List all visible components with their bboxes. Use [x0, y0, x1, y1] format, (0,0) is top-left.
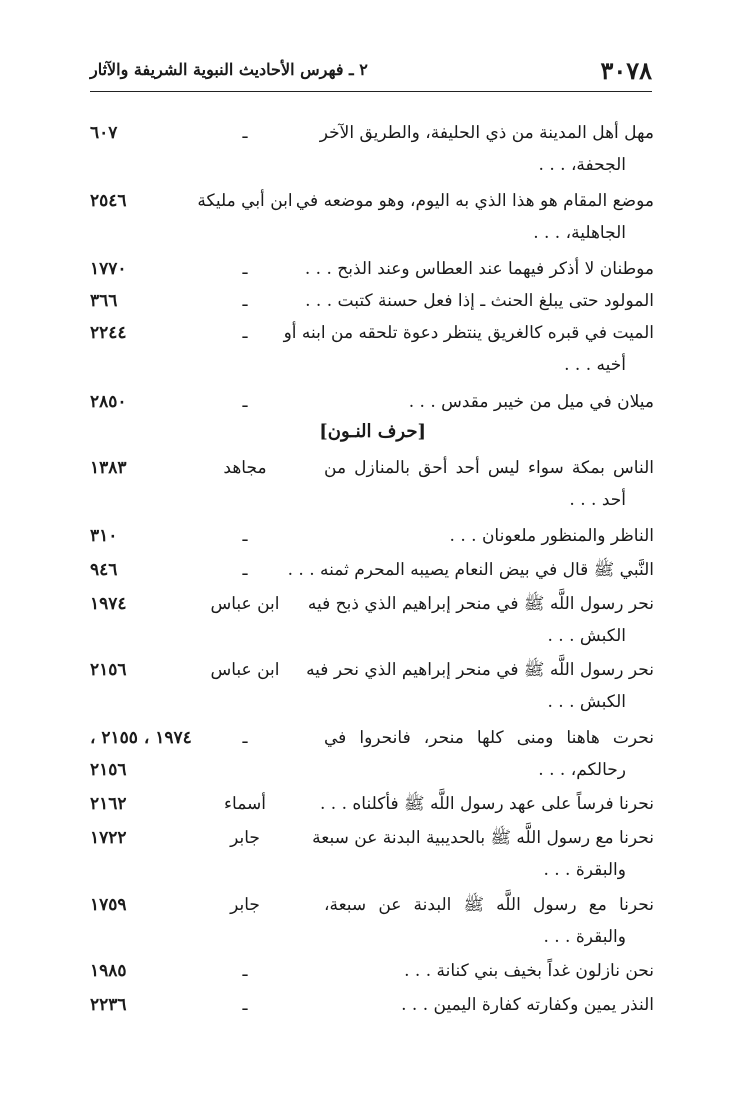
entry-reference: ٢٨٥٠ — [90, 392, 127, 412]
entry-text-line: نحرت هاهنا ومنى كلها منحر، فانحروا في — [324, 728, 654, 748]
entry-narrator: أسماء — [224, 794, 266, 814]
entry-reference: ١٧٧٠ — [90, 259, 127, 279]
entry-text-line: نحرنا مع رسول اللَّه ﷺ بالحديبية البدنة عن سبعة — [312, 828, 654, 848]
entry-text-line: نحرنا فرساً على عهد رسول اللَّه ﷺ فأكلناه . . . — [319, 794, 654, 814]
entry-text-line: موضع المقام هو هذا الذي به اليوم، وهو موضعه في — [295, 191, 654, 211]
entry-narrator: ـ — [242, 995, 248, 1015]
entry-narrator: ـ — [242, 123, 248, 143]
entry-text-line: النذر يمين وكفارته كفارة اليمين . . . — [401, 995, 654, 1015]
entry-text-line: أخيه . . . — [564, 355, 626, 375]
entry-narrator: جابر — [230, 895, 260, 915]
entry-reference: ٩٤٦ — [90, 560, 118, 580]
entry-text-line: الجحفة، . . . — [538, 155, 626, 175]
entry-text-line: المولود حتى يبلغ الحنث ـ إذا فعل حسنة كتبت . . . — [305, 291, 654, 311]
entry-text-line: الناس بمكة سواء ليس أحد أحق بالمنازل من — [324, 458, 654, 478]
entry-text-line: والبقرة . . . — [543, 927, 626, 947]
entry-text-line: الناظر والمنظور ملعونان . . . — [449, 526, 654, 546]
entry-narrator: ـ — [242, 259, 248, 279]
entry-reference: ٢٢٣٦ — [90, 995, 127, 1015]
entry-narrator: ـ — [242, 291, 248, 311]
entry-reference: ١٧٢٢ — [90, 828, 127, 848]
entry-text-line: ميلان في ميل من خيبر مقدس . . . — [408, 392, 654, 412]
entry-narrator: ـ — [242, 728, 248, 748]
entry-text-line: نحر رسول اللَّه ﷺ في منحر إبراهيم الذي نحر فيه — [306, 660, 654, 680]
entry-text-line: والبقرة . . . — [543, 860, 626, 880]
entry-text-line: نحر رسول اللَّه ﷺ في منحر إبراهيم الذي ذبح فيه — [307, 594, 654, 614]
page-number: ٣٠٧٨ — [600, 56, 652, 85]
entry-text-line: الكبش . . . — [547, 626, 626, 646]
entry-narrator: ـ — [242, 323, 248, 343]
entry-reference: ٢١٥٦ — [90, 660, 127, 680]
entry-narrator: جابر — [230, 828, 260, 848]
entry-text-line: الميت في قبره كالغريق ينتظر دعوة تلحقه من ابنه أو — [283, 323, 654, 343]
entry-text-line: رحالكم، . . . — [538, 760, 626, 780]
entry-narrator: ـ — [242, 560, 248, 580]
entry-reference: ١٣٨٣ — [90, 458, 127, 478]
running-title: ٢ ـ فهرس الأحاديث النبوية الشريفة والآثار — [90, 60, 368, 79]
entry-reference: ٢١٥٦ — [90, 760, 127, 780]
entry-narrator: مجاهد — [223, 458, 267, 478]
entry-narrator: ابن عباس — [210, 594, 280, 614]
entry-reference: ٢١٦٢ — [90, 794, 127, 814]
entry-text-line: نحن نازلون غداً بخيف بني كنانة . . . — [404, 961, 654, 981]
entry-reference: ٢٥٤٦ — [90, 191, 127, 211]
entry-narrator: ابن عباس — [210, 660, 280, 680]
entry-reference: ٦٠٧ — [90, 123, 118, 143]
entry-reference: ٣١٠ — [90, 526, 118, 546]
entry-reference: ١٩٨٥ — [90, 961, 127, 981]
entry-narrator: ابن أبي مليكة — [197, 191, 293, 211]
entry-text-line: أحد . . . — [569, 490, 626, 510]
entry-reference: ١٩٧٤ — [90, 594, 127, 614]
entry-reference: ١٩٧٤ ، ٢١٥٥ ، — [90, 728, 192, 748]
entry-text-line: نحرنا مع رسول اللَّه ﷺ البدنة عن سبعة، — [324, 895, 654, 915]
entry-narrator: ـ — [242, 392, 248, 412]
entry-reference: ٢٢٤٤ — [90, 323, 127, 343]
entry-reference: ٣٦٦ — [90, 291, 118, 311]
entry-text-line: الكبش . . . — [547, 692, 626, 712]
entry-text-line: مهل أهل المدينة من ذي الحليفة، والطريق الآخر — [319, 123, 654, 143]
entry-narrator: ـ — [242, 526, 248, 546]
entry-text-line: الجاهلية، . . . — [533, 223, 626, 243]
entry-narrator: ـ — [242, 961, 248, 981]
section-heading: [حرف النـون] — [319, 421, 426, 442]
entry-reference: ١٧٥٩ — [90, 895, 127, 915]
entry-text-line: النَّبي ﷺ قال في بيض النعام يصيبه المحرم ثمنه . . . — [287, 560, 654, 580]
entry-text-line: موطنان لا أذكر فيهما عند العطاس وعند الذبح . . . — [304, 259, 654, 279]
